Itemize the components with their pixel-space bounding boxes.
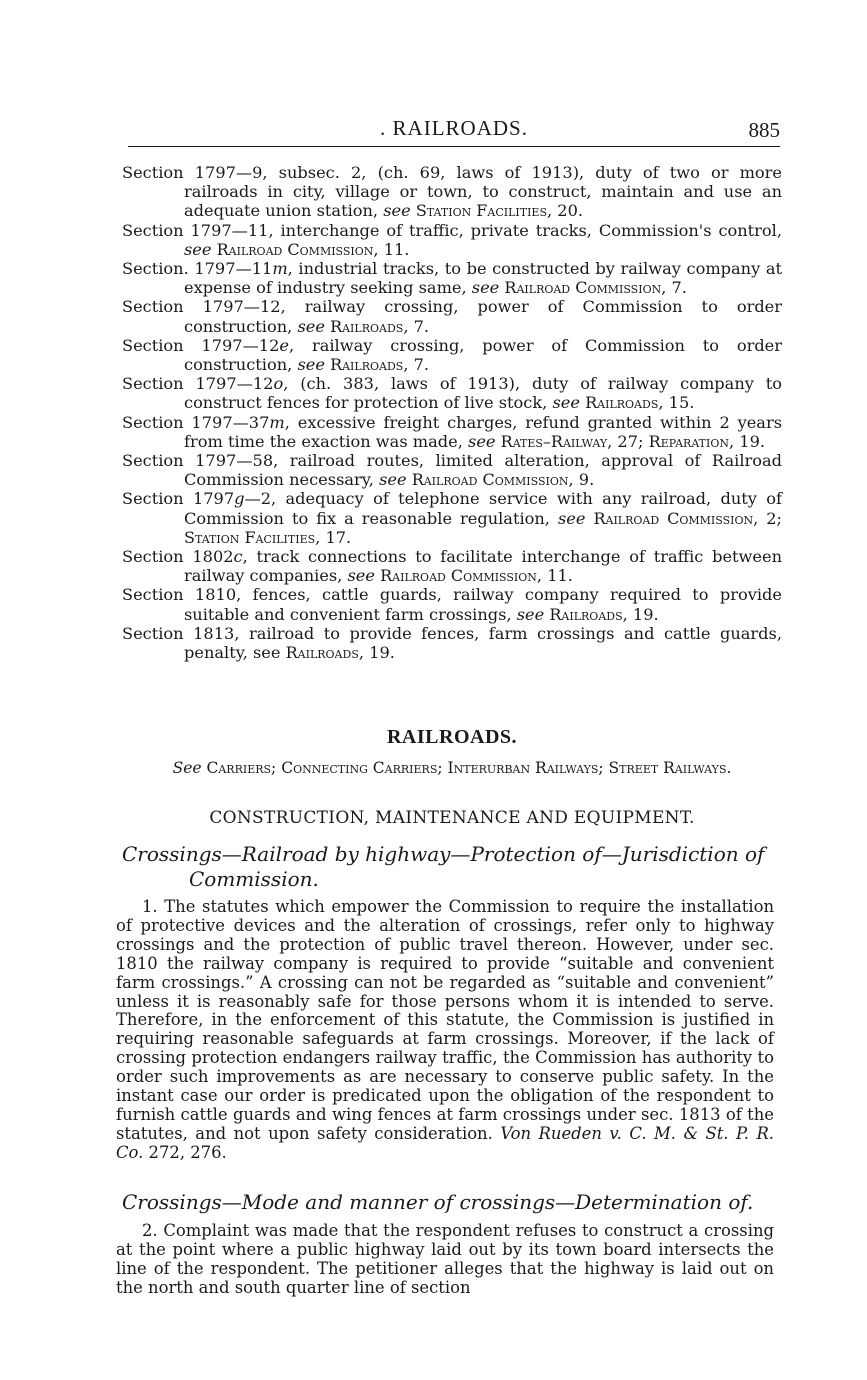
- statute-entry-list: [122, 163, 782, 662]
- header-rule: [128, 146, 780, 147]
- statute-entry: Section 1797—12e, railway crossing, power of Commission to order construction, see Railroads, 7.: [122, 335, 782, 375]
- page-header: [128, 116, 780, 146]
- statute-entry: Section 1797—11, interchange of traffic, private tracks, Commission's control, see Railroad Commission, 11.: [122, 220, 782, 259]
- statute-entry: Section 1797—58, railroad routes, limited alteration, approval of Railroad Commission necessary, see Railroad Commission, 9.: [122, 451, 782, 490]
- page-number: 885: [748, 118, 780, 142]
- subsection-heading: CONSTRUCTION, MAINTENANCE AND EQUIPMENT.: [209, 808, 695, 828]
- see-also-references: [122, 759, 782, 777]
- statute-entry: Section 1797—12o, (ch. 383, laws of 1913), duty of railway company to construct fences for protection of live stock, see Railroads, 15.: [122, 374, 783, 413]
- statute-entry: Section 1802c, track connections to facilitate interchange of traffic between railway companies, see Railroad Commission, 11.: [122, 547, 782, 586]
- case-citation: Von Rueden v. C. M. & St. P. R. Co.: [116, 1123, 774, 1162]
- body-paragraph: 2. Complaint was made that the respondent refuses to construct a crossing at the point where a public highway laid out by its town board intersects the line of the respondent. The petitioner alleges that the highway is laid out on the north and south quarter line of section: [116, 1221, 774, 1297]
- statute-entry: Section. 1797—11m, industrial tracks, to be constructed by railway company at expense of industry seeking same, see Railroad Commission, 7.: [122, 259, 782, 298]
- statute-entry: Section 1797—37m, excessive freight charges, refund granted within 2 years from time the exaction was made, see Rates–Railway, 27; Reparation, 19.: [122, 412, 783, 451]
- topic-heading: Crossings—Railroad by highway—Protection of—Jurisdiction of Commission.: [122, 842, 765, 891]
- see-label: See: [172, 759, 202, 777]
- statute-entry: Section 1797g—2, adequacy of telephone service with any railroad, duty of Commission to fix a reasonable regulation, see Railroad Commission, 2; Station Facilities, 17.: [122, 489, 783, 547]
- statute-entry: Section 1810, fences, cattle guards, railway company required to provide suitable and convenient farm crossings, see Railroads, 19.: [122, 585, 782, 624]
- section-title: RAILROADS.: [386, 726, 518, 748]
- statute-entry: Section 1813, railroad to provide fences, farm crossings and cattle guards, penalty, see Railroads, 19.: [122, 623, 782, 663]
- see-refs: Carriers; Connecting Carriers; Interurban Railways; Street Railways.: [206, 759, 732, 777]
- body-paragraph: 1. The statutes which empower the Commission to require the installation of protective devices and the alteration of crossings, refer only to highway crossings and the protection of public travel thereon. However, under sec. 1810 the railway company is required to provide “suitable and convenient farm crossings.” A crossing can not be regarded as “suitable and convenient” unless it is reasonably safe for those persons whom it is intended to serve. Therefore, in the enforcement of this statute, the Commission is justified in requiring reasonable safeguards at farm crossings. Moreover, if the lack of crossing protection endangers railway traffic, the Commission has authority to order such improvements as are necessary to conserve public safety. In the instant case our order is predicated upon the obligation of the respondent to furnish cattle guards and wing fences at farm crossings under sec. 1813 of the statutes, and not upon safety consideration. Von Rueden v. C. M. & St. P. R. Co. 272, 276.: [116, 897, 774, 1162]
- statute-entry: Section 1797—12, railway crossing, power of Commission to order construction, see Railroads, 7.: [122, 297, 782, 336]
- running-head: . RAILROADS.: [380, 116, 528, 140]
- topic-heading: Crossings—Mode and manner of crossings—Determination of.: [122, 1190, 754, 1214]
- statute-entry: Section 1797—9, subsec. 2, (ch. 69, laws of 1913), duty of two or more railroads in city, village or town, to construct, maintain and use an adequate union station, see Station Facilities, 20.: [122, 163, 782, 221]
